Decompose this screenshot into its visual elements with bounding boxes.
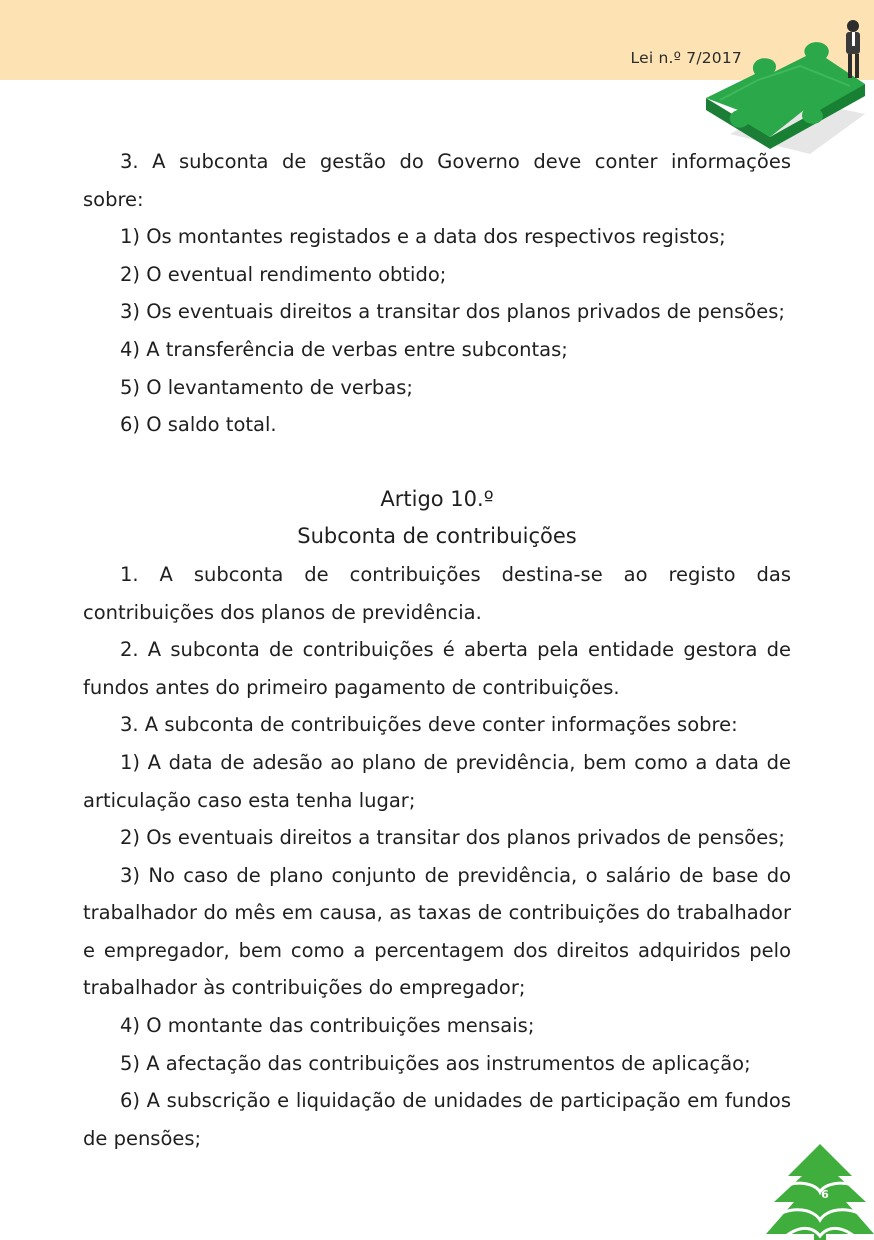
list-item: 3) Os eventuais direitos a transitar dos planos privados de pensões; (120, 300, 785, 324)
list-item: 2) Os eventuais direitos a transitar dos planos privados de pensões; (120, 826, 785, 850)
list-item: 1) A data de adesão ao plano de previdência, bem como a data de articulação caso esta tenha lugar; (83, 750, 791, 812)
article-title: Subconta de contribuições (297, 524, 577, 549)
list-item: 2) O eventual rendimento obtido; (120, 262, 447, 286)
list-item: 4) O montante das contribuições mensais; (120, 1014, 535, 1038)
paragraph: 3. A subconta de gestão do Governo deve conter informações sobre: (83, 150, 791, 211)
list-item: 4) A transferência de verbas entre subcontas; (120, 337, 568, 361)
person-figure-icon (846, 20, 860, 78)
list-item: 6) O saldo total. (120, 413, 277, 437)
puzzle-piece-icon (700, 14, 874, 164)
list-item: 5) O levantamento de verbas; (120, 375, 413, 399)
article-number: Artigo 10.º (380, 486, 494, 511)
law-reference: Lei n.º 7/2017 (630, 49, 742, 67)
list-item: 1) Os montantes registados e a data dos respectivos registos; (120, 225, 726, 249)
paragraph: 2. A subconta de contribuições é aberta pela entidade gestora de fundos antes do primeiro pagamento de contribuições. (83, 638, 791, 699)
page-number: 6 (821, 1188, 829, 1201)
list-item: 3) No caso de plano conjunto de previdência, o salário de base do trabalhador do mês em causa, as taxas de contribuições do trabalhador e empregador, bem como a percentagem dos direitos adquiridos pelo trabalhador às contribuições do empregador; (83, 863, 791, 1000)
paragraph: 1. A subconta de contribuições destina-se ao registo das contribuições dos planos de previdência. (83, 562, 791, 624)
list-item: 5) A afectação das contribuições aos instrumentos de aplicação; (120, 1051, 751, 1075)
list-item: 6) A subscrição e liquidação de unidades de participação em fundos de pensões; (83, 1089, 791, 1150)
paragraph: 3. A subconta de contribuições deve conter informações sobre: (120, 713, 738, 737)
document-body (83, 143, 791, 1157)
